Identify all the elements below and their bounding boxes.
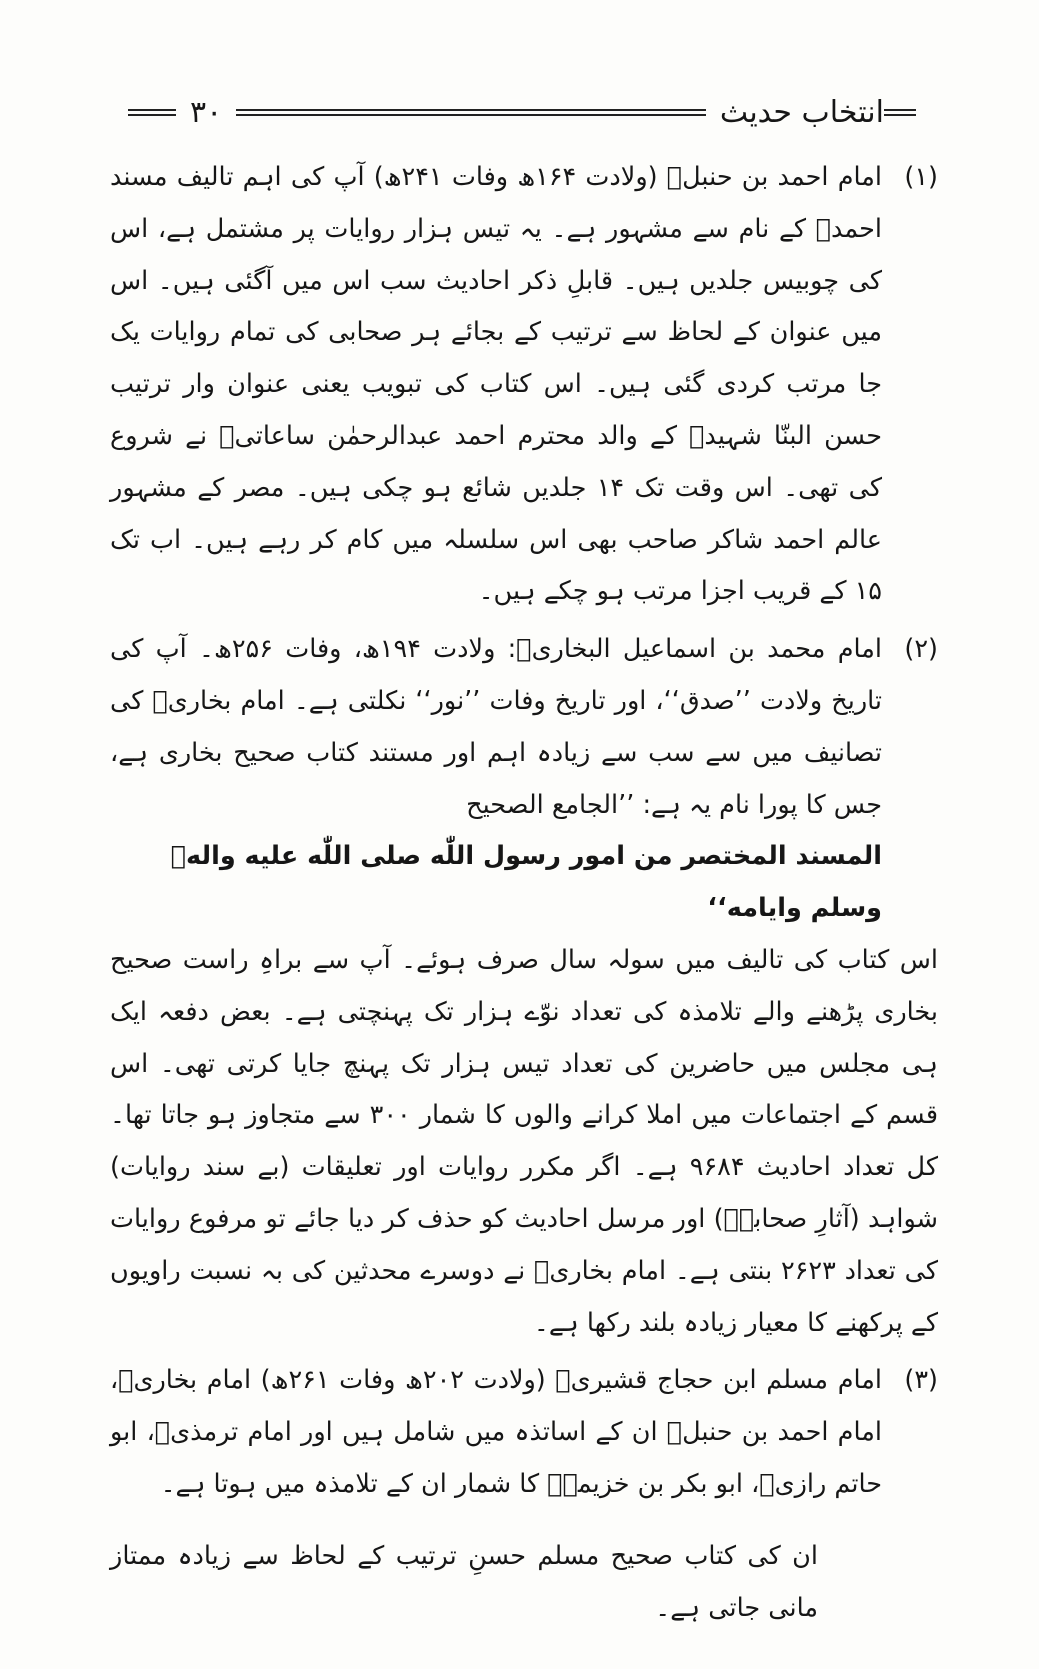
paragraph-1-text: امام احمد بن حنبلؒ (ولادت ۱۶۴ھ وفات ۲۴۱ھ) آپ کی اہم تالیف مسند احمدؒ کے نام سے مشہور ہے۔ یہ تیس ہزار روایات پر مشتمل ہے، اس کی چوبیس جلدیں ہیں۔ قابلِ ذکر احادیث سب اس میں آگئی ہیں۔ اس میں عنوان کے لحاظ سے ترتیب کے بجائے ہر صحابی کی تمام روایات یک جا مرتب کردی گئی ہیں۔ اس کتاب کی تبویب یعنی عنوان وار ترتیب حسن البنّا شہیدؒ کے والد محترم احمد عبدالرحمٰن ساعاتیؒ نے شروع کی تھی۔ اس وقت تک ۱۴ جلدیں شائع ہو چکی ہیں۔ مصر کے مشہور عالم احمد شاکر صاحب بھی اس سلسلہ میں کام کر رہے ہیں۔ اب تک ۱۵ کے قریب اجزا مرتب ہو چکے ہیں۔: [110, 162, 883, 607]
closing-line: ان کی کتاب صحیح مسلم حسنِ ترتیب کے لحاظ سے زیادہ ممتاز مانی جاتی ہے۔: [110, 1540, 818, 1623]
paragraph-2-number: (۲): [904, 634, 938, 665]
book-title: انتخاب حدیث: [719, 94, 884, 130]
paragraph-2-continuation: اس کتاب کی تالیف میں سولہ سال صرف ہوئے۔ آپ سے براہِ راست صحیح بخاری پڑھنے والے تلامذہ کی تعداد نوّے ہزار تک پہنچتی ہے۔ بعض دفعہ ایک ہی مجلس میں حاضرین کی تعداد تیس ہزار تک پہنچ جایا کرتی تھی۔ اس قسم کے اجتماعات میں املا کرانے والوں کا شمار ۳۰۰ سے متجاوز ہو جاتا تھا۔ کل تعداد احادیث ۹۶۸۴ ہے۔ اگر مکرر روایات اور تعلیقات (بے سند روایات) شواہد (آثارِ صحابہؓ) اور مرسل احادیث کو حذف کر دیا جائے تو مرفوع روایات کی تعداد ۲۶۲۳ بنتی ہے۔ امام بخاریؒ نے دوسرے محدثین کی بہ نسبت راویوں کے پرکھنے کا معیار زیادہ بلند رکھا ہے۔: [110, 944, 939, 1338]
header-rule-middle: [236, 109, 706, 116]
paragraph-2: [110, 624, 938, 831]
paragraph-1: [110, 152, 938, 618]
paragraph-3-number: (۳): [904, 1365, 938, 1396]
page-header: [128, 90, 916, 134]
paragraph-1-number: (۱): [904, 162, 938, 192]
bukhari-full-title-quote: المسند المختصر من امور رسول اللّٰه صلی اللّٰه علیه والهٖ وسلم وایامه‘‘: [170, 841, 882, 924]
header-rule-left: [128, 109, 176, 116]
paragraph-3-text: امام مسلم ابن حجاج قشیریؒ (ولادت ۲۰۲ھ وفات ۲۶۱ھ) امام بخاریؒ، امام احمد بن حنبلؒ ان کے اساتذہ میں شامل ہیں اور امام ترمذیؒ، ابو حاتم رازیؒ، ابو بکر بن خزیمہؒ کا شمار ان کے تلامذہ میں ہوتا ہے۔: [110, 1365, 883, 1499]
paragraph-3: [110, 1355, 938, 1510]
page-number: ۳۰: [190, 94, 223, 130]
page-body: [110, 152, 938, 1634]
paragraph-2-text: امام محمد بن اسماعیل البخاریؒ: ولادت ۱۹۴ھ، وفات ۲۵۶ھ۔ آپ کی تاریخ ولادت ’’صدق‘‘، اور تاریخ وفات ’’نور‘‘ نکلتی ہے۔ امام بخاریؒ کی تصانیف میں سے سب سے زیادہ اہم اور مستند کتاب صحیح بخاری ہے، جس کا پورا نام یہ ہے: ’’الجامع الصحیح: [110, 634, 882, 820]
header-rule-right: [884, 109, 916, 116]
